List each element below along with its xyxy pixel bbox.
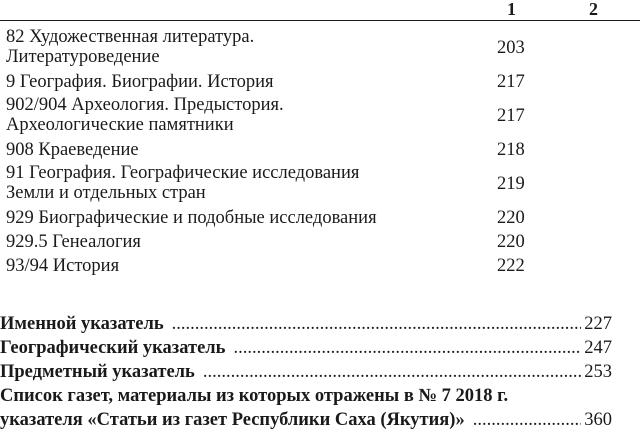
row-page: 220	[497, 208, 525, 228]
table-row	[0, 94, 640, 138]
index-list	[0, 312, 612, 432]
subject-index-entry[interactable]	[0, 360, 612, 384]
geo-index-entry[interactable]	[0, 336, 612, 360]
geo-index-label: Географический указатель	[0, 338, 226, 358]
subject-index-page: 253	[584, 362, 612, 382]
row-title: 902/904 Археология. Предыстория. Археологические памятники	[6, 95, 284, 135]
row-page: 219	[497, 174, 525, 194]
row-title: 9 География. Биографии. История	[6, 72, 274, 92]
leader-dots	[203, 360, 581, 384]
name-index-label: Именной указатель	[0, 314, 164, 334]
row-page: 218	[497, 140, 525, 160]
name-index-entry[interactable]	[0, 312, 612, 336]
row-page: 220	[497, 232, 525, 252]
leader-dots	[172, 312, 582, 336]
name-index-page: 227	[584, 314, 612, 334]
table-row	[0, 254, 640, 278]
table-row	[0, 138, 640, 162]
subject-index-label: Предметный указатель	[0, 362, 195, 382]
row-title: 93/94 История	[6, 256, 120, 276]
table-row	[0, 230, 640, 254]
table-column-header	[0, 0, 640, 21]
table-row	[0, 70, 640, 94]
row-page: 217	[497, 106, 525, 126]
column-2-header: 2	[589, 0, 598, 19]
row-title: 929.5 Генеалогия	[6, 232, 141, 252]
row-page: 203	[497, 38, 525, 58]
row-title: 908 Краеведение	[6, 140, 139, 160]
newspapers-list-entry[interactable]	[0, 408, 612, 432]
row-page: 217	[497, 72, 525, 92]
row-page: 222	[497, 256, 525, 276]
leader-dots	[233, 336, 581, 360]
newspapers-list-page: 360	[584, 410, 612, 430]
leader-dots	[473, 408, 582, 432]
row-title: 91 География. Географические исследования Земли и отдельных стран	[6, 163, 360, 203]
newspapers-list-label-line1: Список газет, материалы из которых отражены в № 7 2018 г.	[0, 386, 509, 406]
table-row	[0, 162, 640, 206]
newspapers-list-heading	[0, 384, 612, 408]
geo-index-page: 247	[584, 338, 612, 358]
column-1-header: 1	[507, 0, 516, 19]
newspapers-list-label-line2: указателя «Статьи из газет Республики Саха (Якутия)»	[0, 410, 465, 430]
table-body	[0, 26, 640, 278]
row-title: 929 Биографические и подобные исследования	[6, 208, 377, 228]
table-row	[0, 26, 640, 70]
row-title: 82 Художественная литература. Литературоведение	[6, 27, 255, 67]
table-row	[0, 206, 640, 230]
